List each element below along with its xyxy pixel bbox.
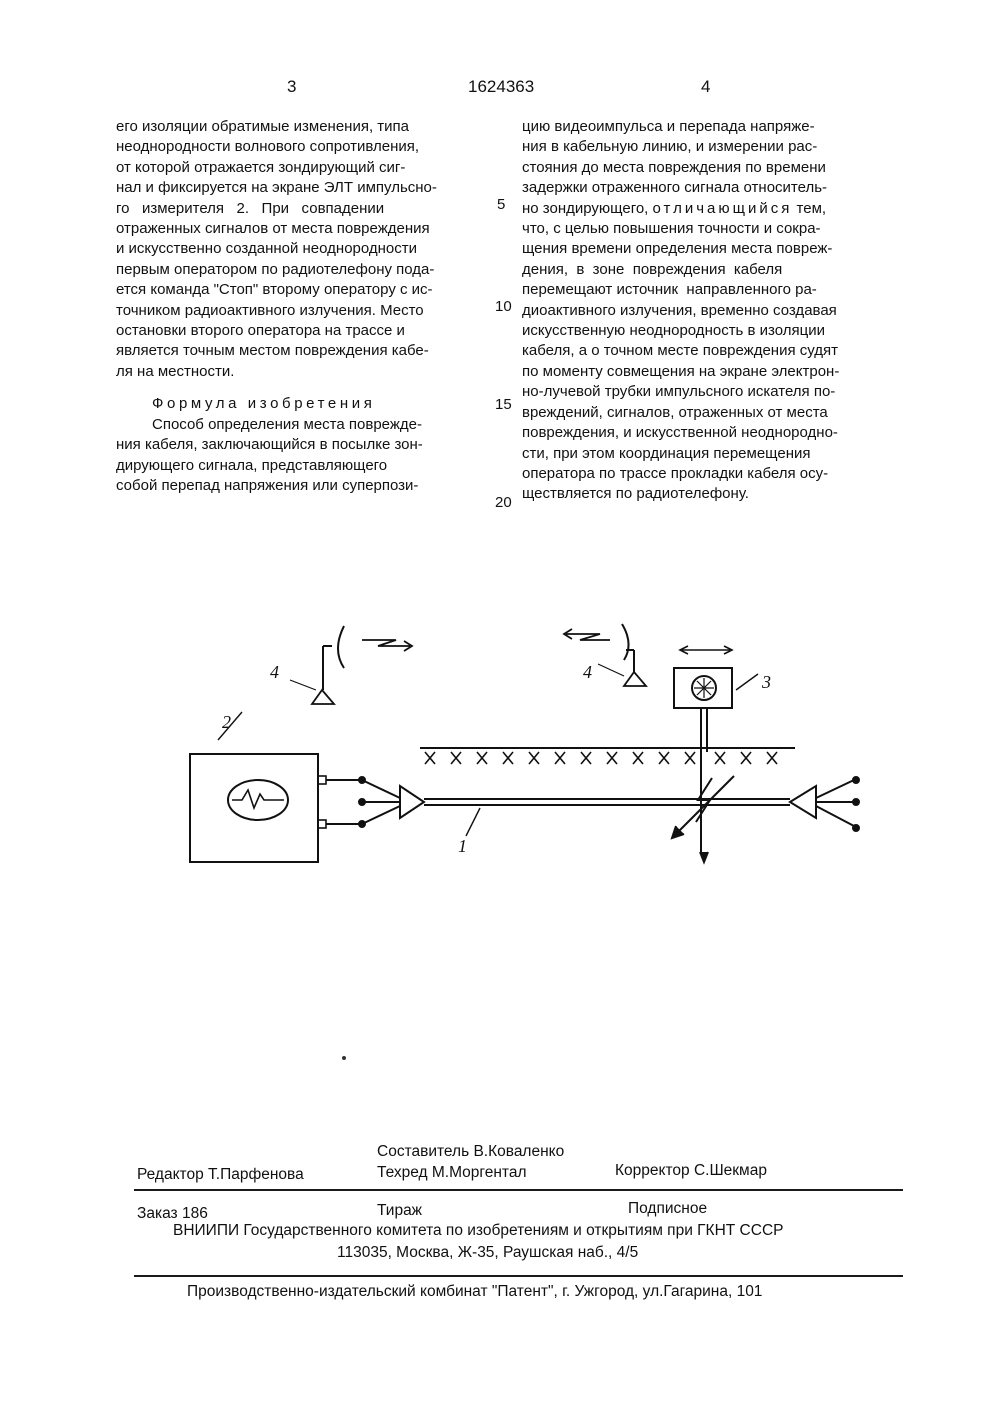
text-line: дирующего сигнала, представляющего <box>116 456 388 474</box>
text-line: нал и фиксируется на экране ЭЛТ импульсно- <box>116 179 437 197</box>
text-line: точником радиоактивного излучения. Место <box>116 301 424 319</box>
text-line: кабеля, а о точном месте повреждения судят <box>522 342 839 360</box>
label-radio-left: 4 <box>270 662 279 682</box>
text-line: ния в кабельную линию, и измерении рас- <box>522 138 818 156</box>
radio-antenna-right <box>624 672 646 686</box>
subscription: Подписное <box>628 1200 708 1217</box>
text-line: от которой отражается зондирующий сиг- <box>116 158 406 176</box>
text-line: Способ определения места поврежде- <box>152 415 422 433</box>
text-line: ется команда "Стоп" второму оператору с ис- <box>116 281 433 299</box>
text-line: цию видеоимпульса и перепада напряже- <box>522 118 815 135</box>
radio-antenna-left <box>312 690 334 704</box>
radio-wave-right <box>622 624 629 660</box>
text-line: но-лучевой трубки импульсного искателя по- <box>522 383 836 401</box>
org-line-2: 113035, Москва, Ж-35, Раушская наб., 4/5 <box>337 1244 639 1261</box>
line-number-20: 20 <box>495 494 512 511</box>
text-line: перемещают источник направленного ра- <box>522 281 817 299</box>
label-meter: 2 <box>222 712 231 732</box>
divider <box>134 1275 903 1277</box>
text-line: ля на местности. <box>116 362 235 380</box>
text-line: отраженных сигналов от места повреждения <box>116 220 430 238</box>
ground-hatching <box>425 752 777 764</box>
text-line: ния кабеля, заключающийся в посылке зон- <box>116 436 423 454</box>
line-number-5: 5 <box>497 196 506 213</box>
radio-wave-left <box>338 626 344 668</box>
divider <box>134 1189 903 1191</box>
leader-line <box>466 808 480 836</box>
page-number-left: 3 <box>287 77 297 96</box>
label-cable: 1 <box>458 836 467 856</box>
terminal <box>318 820 326 828</box>
text-line: собой перепад напряжения или суперпози- <box>116 476 419 494</box>
text-line: является точным местом повреждения кабе- <box>116 342 429 360</box>
text-line: ществляется по радиотелефону. <box>522 485 749 503</box>
editor: Редактор Т.Парфенова <box>137 1166 304 1183</box>
leader-line <box>736 674 758 690</box>
formula-title: Формула изобретения <box>152 395 376 413</box>
line-number-10: 10 <box>495 298 512 315</box>
corrector: Корректор С.Шекмар <box>615 1162 767 1179</box>
text-line: стояния до места повреждения по времени <box>522 158 826 176</box>
text-line: задержки отраженного сигнала относитель- <box>522 179 828 197</box>
text-line: первым оператором по радиотелефону пода- <box>116 260 435 278</box>
cable-termination-left <box>400 786 424 818</box>
text-line: щения времени определения места повреж- <box>522 240 833 258</box>
terminal <box>318 776 326 784</box>
text-line: дения, в зоне повреждения кабеля <box>522 260 783 278</box>
order: Заказ 186 <box>137 1205 208 1222</box>
text-line: сти, при этом координация перемещения <box>522 444 811 462</box>
techred: Техред М.Моргентал <box>377 1164 527 1181</box>
text-line: искусственную неоднородность в изоляции <box>522 322 826 340</box>
text-line: вреждений, сигналов, отраженных от места <box>522 403 828 421</box>
cable-termination-right <box>790 786 816 818</box>
patent-number: 1624363 <box>468 77 535 96</box>
label-radio-right: 4 <box>583 662 592 682</box>
text-line: его изоляции обратимые изменения, типа <box>116 118 409 135</box>
text-line: диоактивного излучения, временно создавая <box>522 301 837 319</box>
circulation: Тираж <box>377 1202 423 1219</box>
text-line: и искусственно созданной неоднородности <box>116 240 418 258</box>
publisher: Производственно-издательский комбинат "Патент", г. Ужгород, ул.Гагарина, 101 <box>187 1283 763 1300</box>
text-line: что, с целью повышения точности и сокра- <box>522 220 821 238</box>
org-line-1: ВНИИПИ Государственного комитета по изобретениям и открытиям при ГКНТ СССР <box>173 1222 784 1239</box>
text-line: оператора по трассе прокладки кабеля осу- <box>522 464 829 482</box>
leader-line <box>598 664 624 676</box>
text-segment: тем, <box>796 199 827 217</box>
line-number-15: 15 <box>495 396 512 413</box>
text-line: повреждения, и искусственной неоднородно- <box>522 424 838 442</box>
label-source: 3 <box>762 672 771 692</box>
leader-line <box>290 680 316 690</box>
crt-trace <box>232 790 284 808</box>
text-segment: но зондирующего, <box>522 199 649 217</box>
text-line: остановки второго оператора на трассе и <box>116 322 405 340</box>
text-line: неоднородности волнового сопротивления, <box>116 138 420 156</box>
page-number-right: 4 <box>701 77 711 96</box>
claim-keyword: отличающийся <box>652 199 793 217</box>
text-line: го измерителя 2. При совпадении <box>116 199 385 217</box>
composer: Составитель В.Коваленко <box>377 1143 565 1160</box>
text-line: по моменту совмещения на экране электрон- <box>522 362 840 380</box>
